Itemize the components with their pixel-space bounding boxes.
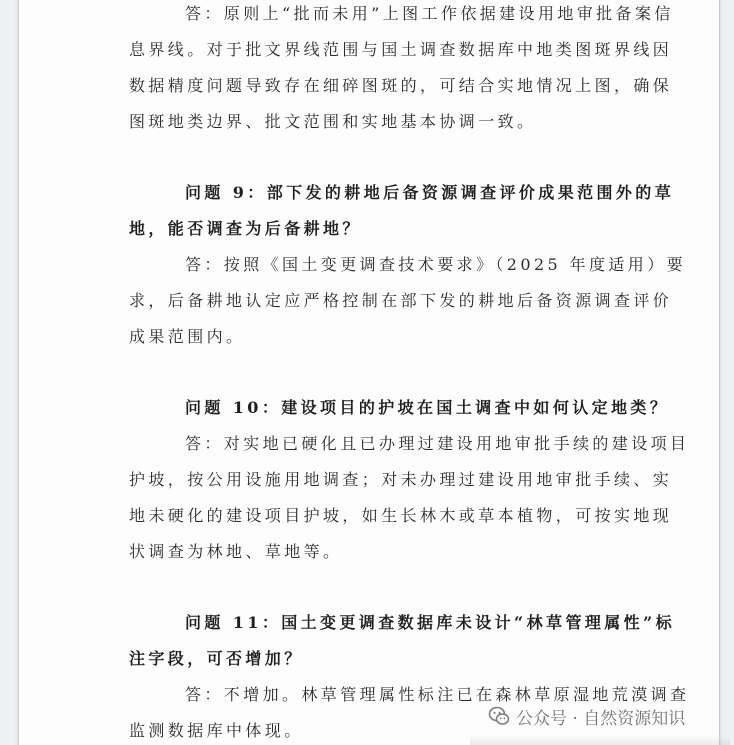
answer-8-line-3: 数据精度问题导致存在细碎图斑的，可结合实地情况上图，确保 bbox=[129, 76, 673, 95]
answer-11-line-2: 监测数据库中体现。 bbox=[129, 721, 304, 740]
wechat-icon bbox=[488, 705, 510, 727]
answer-10-line-4: 状调查为林地、草地等。 bbox=[129, 542, 343, 561]
question-9-line-2: 地，能否调查为后备耕地？ bbox=[129, 219, 362, 238]
question-9-line-1: 问题 9：部下发的耕地后备资源调查评价成果范围外的草 bbox=[185, 183, 675, 202]
answer-8-line-1: 答：原则上“批而未用”上图工作依据建设用地审批备案信 bbox=[185, 4, 674, 23]
watermark-text: 公众号 · 自然资源知识 bbox=[516, 708, 686, 729]
answer-8-line-4: 图斑地类边界、批文范围和实地基本协调一致。 bbox=[129, 112, 537, 131]
answer-8-line-2: 息界线。对于批文界线范围与国土调查数据库中地类图斑界线因 bbox=[129, 40, 673, 59]
question-11-line-2: 注字段，可否增加？ bbox=[129, 649, 304, 668]
answer-10-line-2: 护坡，按公用设施用地调查；对未办理过建设用地审批手续、实 bbox=[129, 470, 673, 489]
answer-9-line-1: 答：按照《国土变更调查技术要求》（2025 年度适用）要 bbox=[185, 255, 687, 274]
question-10-line-1: 问题 10：建设项目的护坡在国土调查中如何认定地类？ bbox=[185, 398, 670, 417]
answer-10-line-3: 地未硬化的建设项目护坡，如生长林木或草本植物，可按实地现 bbox=[129, 506, 673, 525]
document-page bbox=[18, 0, 720, 745]
answer-9-line-2: 求，后备耕地认定应严格控制在部下发的耕地后备资源调查评价 bbox=[129, 291, 673, 310]
answer-11-line-1: 答：不增加。林草管理属性标注已在森林草原湿地荒漠调查 bbox=[185, 685, 690, 704]
bottom-shadow bbox=[470, 735, 730, 745]
wechat-watermark bbox=[488, 702, 685, 730]
question-11-line-1: 问题 11：国土变更调查数据库未设计“林草管理属性”标 bbox=[185, 613, 676, 632]
answer-9-line-3: 成果范围内。 bbox=[129, 327, 246, 346]
answer-10-line-1: 答：对实地已硬化且已办理过建设用地审批手续的建设项目 bbox=[185, 434, 690, 453]
